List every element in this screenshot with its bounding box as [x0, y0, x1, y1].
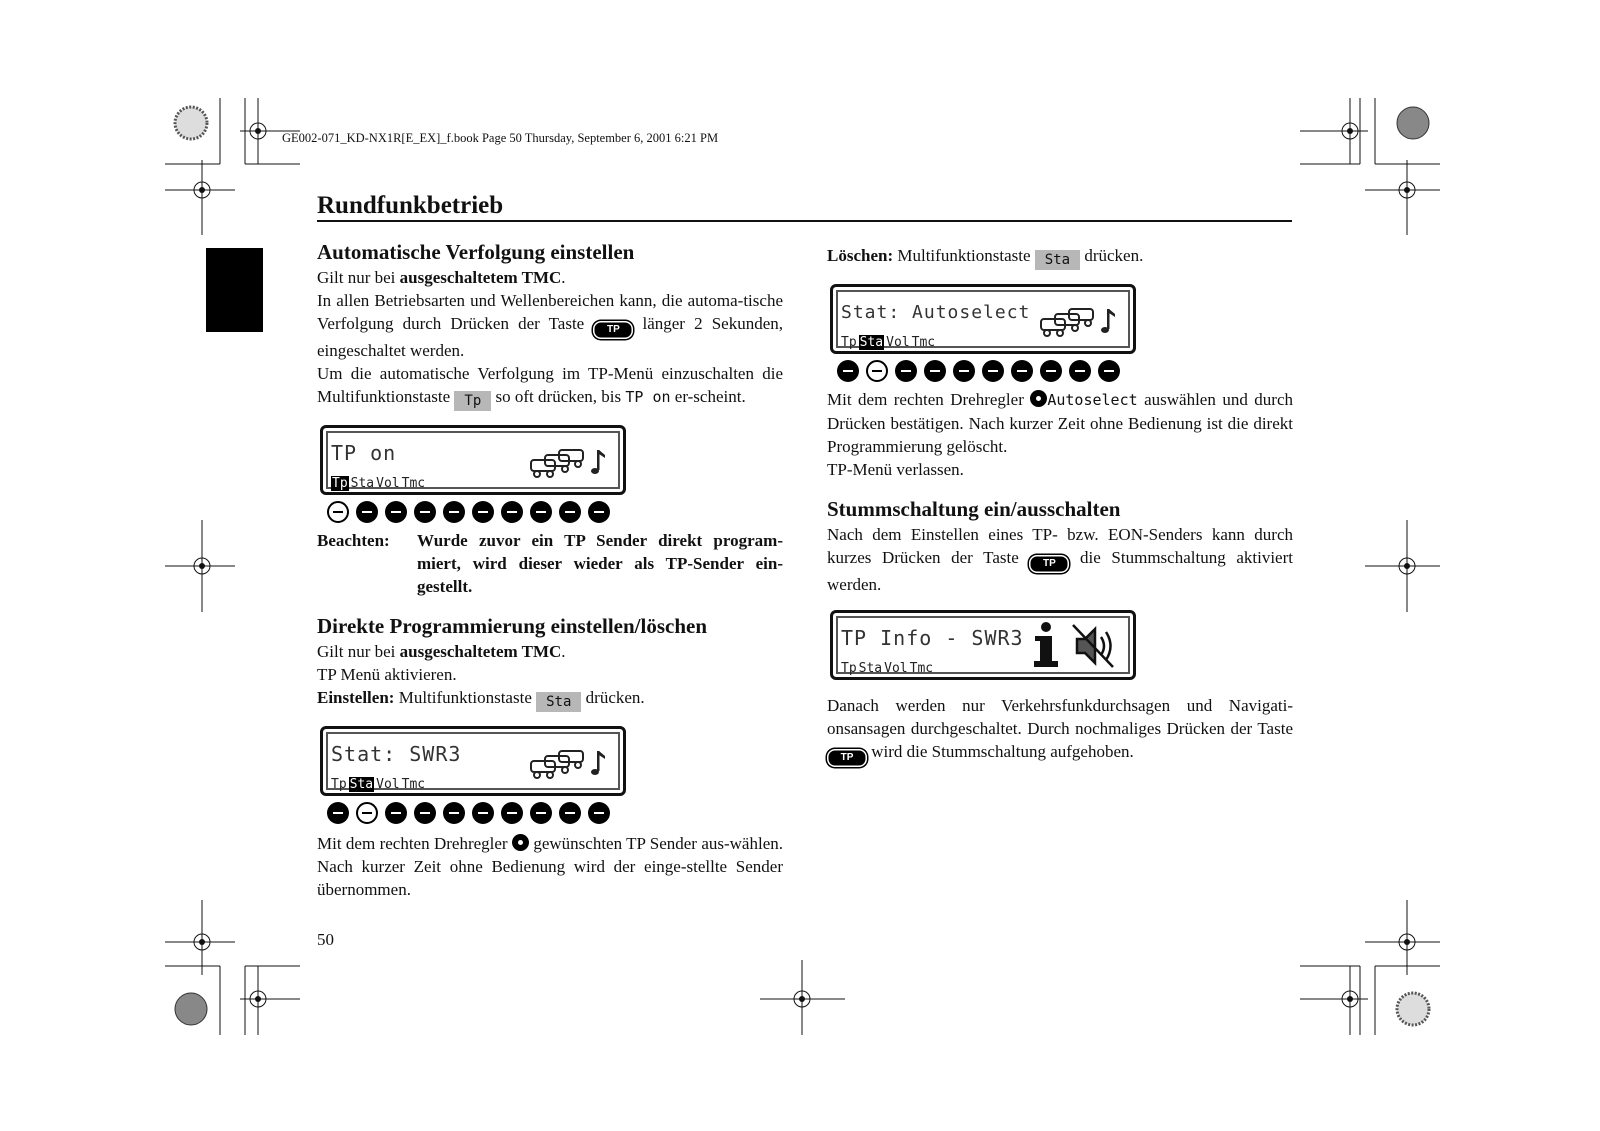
- lcd-display-stat-swr3: [320, 726, 626, 796]
- lcd-softkey-row: Tp Sta Vol Tmc: [841, 335, 936, 350]
- page-title: Rundfunkbetrieb: [317, 192, 504, 219]
- mute-paragraph-1: Nach dem Einstellen eines TP- bzw. EON-Senders kann durch kurzes Drücken der Taste TP die Stummschaltung aktiviert werden.: [827, 525, 1293, 594]
- preset-button-6: [472, 802, 494, 824]
- lcd-line-1: TP Info - SWR3: [841, 626, 1024, 650]
- softkey-sta-label: Sta: [536, 692, 581, 712]
- preset-button-2: [866, 360, 888, 382]
- direct-activate: TP Menü aktivieren.: [317, 665, 457, 684]
- page-number: 50: [317, 930, 334, 949]
- lcd-softkey-row: Tp Sta Vol Tmc: [841, 661, 934, 676]
- lcd-display-tp-info: [830, 610, 1136, 680]
- preset-button-3: [385, 802, 407, 824]
- softkey-tp-label: Tp: [454, 391, 491, 411]
- preset-button-7: [501, 501, 523, 523]
- lcd-line-1: Stat: Autoselect: [841, 302, 1031, 323]
- lcd-softkey-row: Tp Sta Vol Tmc: [331, 777, 426, 792]
- preset-button-9: [559, 501, 581, 523]
- direct-condition: Gilt nur bei ausgeschaltetem TMC.: [317, 642, 566, 661]
- softkey-sta-label: Sta: [1035, 250, 1080, 270]
- preset-button-10: [1098, 360, 1120, 382]
- info-mute-icons: [1029, 621, 1119, 671]
- heading-mute: Stummschaltung ein/ausschalten: [827, 497, 1121, 521]
- heading-direct-programming: Direkte Programmierung einstellen/löschen: [317, 614, 707, 638]
- traffic-cars-icon: [529, 747, 609, 781]
- preset-button-row: [837, 360, 1293, 382]
- preset-button-4: [414, 501, 436, 523]
- preset-button-5: [953, 360, 975, 382]
- mute-paragraph-2: Danach werden nur Verkehrsfunkdurchsagen und Navigati-onsansagen durchgeschaltet. Durch nochmaliges Drücken der Taste TP wird die Stummschaltung aufgehoben.: [827, 694, 1293, 767]
- preset-button-8: [530, 802, 552, 824]
- direct-after-text: Mit dem rechten Drehregler gewünschten TP Sender aus-wählen. Nach kurzer Zeit ohne Bedienung wird der einge-stellte Sender übernommen.: [317, 834, 783, 899]
- auto-paragraph-2: Um die automatische Verfolgung im TP-Menü einzuschalten die Multifunktionstaste Tp so oft drücken, bis TP on er-scheint.: [317, 364, 783, 409]
- tp-key-icon: TP: [593, 321, 633, 339]
- preset-button-8: [530, 501, 552, 523]
- preset-button-9: [1069, 360, 1091, 382]
- traffic-cars-icon: [529, 446, 609, 480]
- auto-condition: Gilt nur bei ausgeschaltetem TMC.: [317, 268, 566, 287]
- preset-button-2: [356, 501, 378, 523]
- preset-button-3: [895, 360, 917, 382]
- heading-auto-follow: Automatische Verfolgung einstellen: [317, 240, 635, 264]
- preset-button-10: [588, 501, 610, 523]
- preset-button-4: [924, 360, 946, 382]
- book-header-line: GE002-071_KD-NX1R[E_EX]_f.book Page 50 Thursday, September 6, 2001 6:21 PM: [282, 131, 719, 145]
- rotary-knob-icon: [1030, 390, 1047, 407]
- preset-button-9: [559, 802, 581, 824]
- preset-button-4: [414, 802, 436, 824]
- preset-button-1: [327, 802, 349, 824]
- rotary-knob-icon: [512, 834, 529, 851]
- preset-button-6: [982, 360, 1004, 382]
- preset-button-1: [837, 360, 859, 382]
- delete-after-text: Mit dem rechten Drehregler Autoselect auswählen und durch Drücken bestätigen. Nach kurzer Zeit ohne Bedienung ist die direkt Programmierung gelöscht.: [827, 390, 1293, 456]
- lcd-display-autoselect: [830, 284, 1136, 354]
- music-note-icon: [591, 751, 605, 775]
- chapter-tab-marker: [206, 248, 263, 332]
- preset-button-10: [588, 802, 610, 824]
- delete-instruction: Löschen: Multifunktionstaste Sta drücken.: [827, 246, 1144, 268]
- preset-button-8: [1040, 360, 1062, 382]
- preset-button-row: [327, 501, 783, 523]
- traffic-cars-icon: [1039, 305, 1119, 339]
- music-note-icon: [591, 450, 605, 474]
- speaker-mute-icon: [1073, 625, 1113, 667]
- tp-key-icon: TP: [1029, 555, 1069, 573]
- lcd-line-1: Stat: SWR3: [331, 742, 462, 766]
- preset-button-2: [356, 802, 378, 824]
- lcd-softkey-row: Tp Sta Vol Tmc: [332, 476, 426, 491]
- preset-button-6: [472, 501, 494, 523]
- preset-button-5: [443, 501, 465, 523]
- lcd-line-1: TP on: [331, 441, 397, 465]
- auto-paragraph-1: In allen Betriebsarten und Wellenbereichen kann, die automa-tische Verfolgung durch Drücken der Taste TP länger 2 Sekunden, eingeschaltet werden.: [317, 291, 783, 360]
- info-icon: [1034, 622, 1058, 667]
- music-note-icon: [1101, 309, 1115, 333]
- preset-button-row: [327, 802, 783, 824]
- preset-button-3: [385, 501, 407, 523]
- note-label: Beachten:: [317, 531, 390, 550]
- lcd-display-tp-on: [320, 425, 626, 495]
- direct-set: Einstellen: Multifunktionstaste Sta drücken.: [317, 688, 645, 710]
- right-column: [827, 244, 1293, 767]
- preset-button-5: [443, 802, 465, 824]
- title-rule: [317, 220, 1292, 222]
- note-text: Wurde zuvor ein TP Sender direkt program-miert, wird dieser wieder als TP-Sender ein-gestellt.: [417, 531, 783, 596]
- tp-key-icon: TP: [827, 749, 867, 767]
- delete-leave-menu: TP-Menü verlassen.: [827, 460, 964, 479]
- preset-button-1: [327, 501, 349, 523]
- preset-button-7: [1011, 360, 1033, 382]
- note-block: [317, 529, 783, 598]
- left-column: [317, 238, 783, 901]
- preset-button-7: [501, 802, 523, 824]
